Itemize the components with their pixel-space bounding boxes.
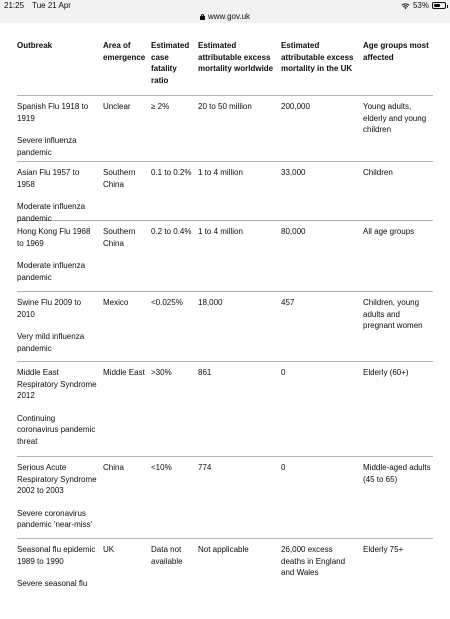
header-ages: Age groups most affected [363,41,429,62]
header-uk: Estimated attributable excess mortality in the UK [281,41,354,73]
cell-worldwide: 1 to 4 million [198,227,243,236]
table-row [17,162,433,221]
cell-outbreak [17,362,103,456]
outbreak-name: Seasonal flu epidemic 1989 to 1990 [17,545,96,566]
cell-ages: Elderly (60+) [363,368,409,377]
battery-icon [432,2,446,9]
table-row [17,96,433,162]
cell-cfr: ≥ 2% [151,102,170,111]
outbreak-name: Middle East Respiratory Syndrome 2012 [17,368,97,400]
cell-area: Southern China [103,227,136,248]
outbreak-severity: Severe seasonal flu [17,579,88,588]
outbreak-name: Spanish Flu 1918 to 1919 [17,102,89,123]
cell-uk: 200,000 [281,102,310,111]
outbreak-name: Asian Flu 1957 to 1958 [17,168,80,189]
outbreak-severity: Severe influenza pandemic [17,136,77,157]
cell-outbreak [17,221,103,291]
table-row [17,292,433,362]
cell-area: Unclear [103,102,131,111]
cell-worldwide: 18,000 [198,298,223,307]
outbreak-severity: Continuing coronavirus pandemic threat [17,413,96,446]
cell-ages: Children [363,168,393,177]
cell-ages: All age groups [363,227,415,236]
cell-uk: 33,000 [281,168,306,177]
lock-icon [200,14,205,20]
battery-percent: 53% [412,1,429,10]
header-worldwide: Estimated attributable excess mortality worldwide [198,41,274,73]
table-row [17,539,433,619]
cell-cfr: 0.2 to 0.4% [151,227,192,236]
cell-outbreak [17,96,103,161]
url-text: www.gov.uk [207,12,251,21]
cell-worldwide: 861 [198,368,212,377]
cell-ages: Young adults, elderly and young children [363,102,427,134]
cell-uk: 80,000 [281,227,306,236]
cell-outbreak [17,539,103,619]
outbreak-name: Swine Flu 2009 to 2010 [17,298,82,319]
outbreak-severity: Very mild influenza pandemic [17,332,85,353]
cell-ages: Elderly 75+ [363,545,404,554]
cell-outbreak [17,162,103,223]
cell-ages: Middle-aged adults (45 to 65) [363,463,431,484]
cell-outbreak [17,457,103,538]
cell-outbreak [17,292,103,361]
table-header-row [17,40,433,96]
outbreak-name: Hong Kong Flu 1968 to 1969 [17,227,91,248]
cell-area: Middle East [103,368,145,377]
cell-area: China [103,463,124,472]
outbreak-severity: Moderate influenza pandemic [17,261,86,282]
outbreak-severity: Severe coronavirus pandemic 'near-miss' [17,508,93,529]
wifi-icon [401,2,410,10]
header-outbreak: Outbreak [17,41,53,50]
status-time: 21:25 [4,1,25,10]
header-area: Area of emergence [103,41,146,62]
table-row [17,457,433,539]
cell-ages: Children, young adults and pregnant women [363,298,423,330]
cell-worldwide: 20 to 50 million [198,102,252,111]
status-bar [0,0,450,11]
cell-worldwide: 1 to 4 million [198,168,243,177]
cell-worldwide: 774 [198,463,212,472]
cell-cfr: >30% [151,368,172,377]
outbreak-name: Serious Acute Respiratory Syndrome 2002 to 2003 [17,463,97,495]
table-row [17,362,433,457]
cell-cfr: <10% [151,463,172,472]
outbreak-severity: Moderate influenza pandemic [17,202,86,223]
cell-cfr: 0.1 to 0.2% [151,168,192,177]
table-row [17,221,433,292]
header-cfr: Estimated case fatality ratio [151,41,190,85]
cell-uk: 457 [281,298,295,307]
cell-uk: 0 [281,463,286,472]
cell-cfr: Data not available [151,545,183,566]
status-date: Tue 21 Apr [32,1,71,10]
cell-worldwide: Not applicable [198,545,249,554]
outbreak-table [17,40,433,619]
cell-cfr: <0.025% [151,298,183,307]
cell-uk: 26,000 excess deaths in England and Wales [281,545,346,577]
cell-uk: 0 [281,368,286,377]
address-bar[interactable] [0,11,450,23]
cell-area: UK [103,545,115,554]
cell-area: Southern China [103,168,136,189]
cell-area: Mexico [103,298,129,307]
